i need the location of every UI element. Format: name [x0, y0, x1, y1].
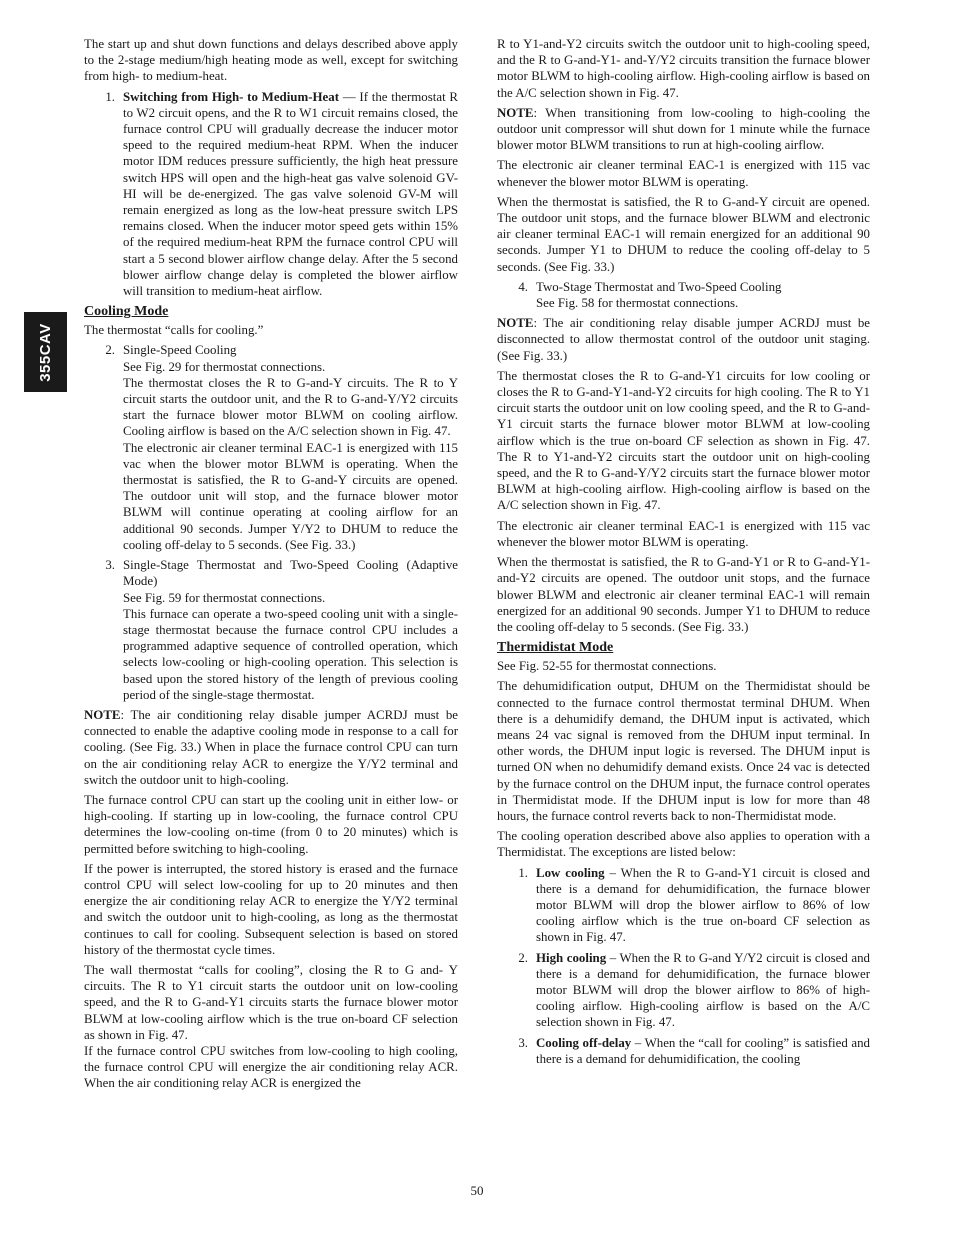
list-item-see: See Fig. 29 for thermostat connections.: [123, 359, 326, 374]
list-item: [84, 557, 458, 703]
note-label: NOTE: [497, 105, 534, 120]
paragraph: The wall thermostat “calls for cooling”, closing the R to G and- Y circuits. The R to Y1 circuit starts the outdoor unit on low-cooling speed, and the R to G-and-Y1 circuits starts the furnace blower motor BLWM at low-cooling airflow which is the true on-board CF selection as shown in Fig. 47.: [84, 962, 458, 1042]
list-item-text: – When the “call for cooling” is satisfied and there is a demand for dehumidification, the cooling: [536, 1035, 870, 1066]
paragraph: When the thermostat is satisfied, the R to G-and-Y circuit are opened. The outdoor unit stops, and the furnace blower BLWM and electronic air cleaner terminal EAC-1 will remain energized for an additional 90 seconds. Jumper Y1 to DHUM to reduce the cooling off-delay to 5 seconds. (See Fig. 33.): [497, 194, 870, 274]
paragraph: The thermostat closes the R to G-and-Y1 circuits for low cooling or closes the R to G-and-Y1-and-Y2 circuits for high cooling. The R to Y1 circuit starts the outdoor unit on low cooling speed, and the R to G-and-Y1 circuit starts the furnace blower motor BLWM at low-cooling airflow which is the true on-board CF selection as shown in Fig. 47. The R to Y1-and-Y2 circuits start the outdoor unit on high-cooling speed, and the R to G-and-Y/Y2 circuits start the furnace blower motor BLWM at high-cooling airflow. High-cooling airflow is based on the A/C selection shown in Fig. 47.: [497, 368, 870, 513]
note-text: : The air conditioning relay disable jumper ACRDJ must be connected to enable the adaptive cooling mode in response to a call for cooling. (See Fig. 33.) When in place the furnace control CPU can turn on the air conditioning relay ACR to energize the Y/Y2 terminal and switch the outdoor unit to high-cooling.: [84, 707, 458, 787]
paragraph: If the furnace control CPU switches from low-cooling to high cooling, the furnace control CPU will energize the air conditioning relay ACR. When the air conditioning relay ACR is energized the: [84, 1043, 458, 1091]
note-text: : The air conditioning relay disable jumper ACRDJ must be disconnected to allow thermostat control of the outdoor unit staging. (See Fig. 33.): [497, 316, 870, 363]
list-item: [84, 89, 458, 300]
list-item: [497, 950, 870, 1031]
list-item: [497, 279, 870, 311]
paragraph: If the power is interrupted, the stored history is erased and the furnace control CPU will select low-cooling for up to 20 minutes and then energize the air conditioning relay ACR to energize the Y/Y2 terminal and switch the outdoor unit to high-cooling, as long as the thermostat continues to call for cooling. Subsequent selection is based on stored history of the thermostat cycle times.: [84, 861, 458, 957]
paragraph: The electronic air cleaner terminal EAC-1 is energized with 115 vac whenever the blower motor BLWM is operating.: [497, 518, 870, 549]
list-number: 3.: [105, 558, 115, 573]
left-column: [84, 36, 458, 1096]
note-paragraph: [497, 315, 870, 364]
note-paragraph: [497, 105, 870, 154]
list-number: 2.: [518, 950, 528, 965]
list-number: 4.: [518, 279, 528, 294]
list-item-title: Two-Stage Thermostat and Two-Speed Cooling: [536, 279, 782, 294]
list-item: [497, 1035, 870, 1067]
note-label: NOTE: [84, 707, 121, 722]
list-number: 2.: [105, 343, 115, 358]
note-label: NOTE: [497, 316, 534, 331]
list-number: 1.: [105, 89, 115, 104]
list-item-see: See Fig. 58 for thermostat connections.: [536, 296, 739, 311]
list-item-text: – When the R to G-and Y/Y2 circuit is closed and there is a demand for dehumidification, the furnace blower motor BLWM will drop the blower airflow to 86% of high-cooling airflow. High-cooling airflow is based on the A/C selection shown in Fig. 47.: [536, 950, 870, 1030]
list-item-text: The electronic air cleaner terminal EAC-1 is energized with 115 vac when the blower motor BLWM is operating. When the thermostat is satisfied, the R to G-and-Y circuits are opened. The outdoor unit will stop, and the furnace blower motor BLWM will continue operating at cooling airflow for an additional 90 seconds. Jumper Y/Y2 to DHUM to reduce the cooling off-delay to 5 seconds. (See Fig. 33.): [123, 440, 458, 552]
paragraph: The start up and shut down functions and delays described above apply to the 2-stage medium/high heating mode as well, except for switching from high- to medium-heat.: [84, 37, 458, 84]
note-text: : When transitioning from low-cooling to high-cooling the outdoor unit compressor will shut down for 1 minute while the furnace blower motor BLWM transitions to run at high-cooling airflow.: [497, 105, 870, 153]
paragraph: See Fig. 52-55 for thermostat connections.: [497, 659, 717, 674]
list-number: 1.: [518, 865, 528, 880]
side-tab-label: 355CAV: [37, 322, 54, 382]
list-item-title: Single-Speed Cooling: [123, 343, 237, 358]
paragraph: The thermostat “calls for cooling.”: [84, 323, 264, 338]
paragraph: The dehumidification output, DHUM on the Thermidistat should be connected to the furnace control thermostat terminal DHUM. When there is a dehumidify demand, the DHUM input is activated, which means 24 vac signal is removed from the DHUM input terminal. In other words, the DHUM input logic is reversed. The DHUM input is turned ON when no dehumidify demand exists. Once 24 vac is detected by the furnace control on the DHUM input, the furnace control operates in Thermidistat mode. If the DHUM input is low for more than 48 hours, the furnace control reverts back to non-Thermidistat mode.: [497, 679, 870, 823]
right-column: [497, 36, 870, 1071]
list-item-text: — If the thermostat R to W2 circuit opens, and the R to W1 circuit remains closed, the furnace control CPU will gradually decrease the inducer motor speed to the required medium-heat RPM. When the inducer motor IDM reduces pressure sufficiently, the high heat pressure switch HPS will open and the high-heat gas valve solenoid GV-HI will be de-energized. The gas valve solenoid GV-M will remain energized as long as the low-heat pressure switch LPS remains closed. When the inducer motor speed gets within 15% of the required medium-heat RPM the furnace control CPU will start a 5 second blower airflow change delay. After the 5 second blower airflow change delay is completed the blower airflow will transition to medium-heat airflow.: [123, 89, 458, 299]
list-item-title: Switching from High- to Medium-Heat: [123, 89, 339, 104]
paragraph: The electronic air cleaner terminal EAC-1 is energized with 115 vac whenever the blower motor BLWM is operating.: [497, 158, 870, 189]
section-heading-cooling-mode: Cooling Mode: [84, 304, 169, 320]
list-item-label: Cooling off-delay: [536, 1035, 632, 1050]
section-heading-thermidistat-mode: Thermidistat Mode: [497, 640, 614, 656]
note-paragraph: [84, 707, 458, 788]
list-item-title: Single-Stage Thermostat and Two-Speed Cooling (Adaptive Mode): [123, 558, 458, 589]
page-number: 50: [470, 1183, 484, 1198]
list-item-label: High cooling: [536, 950, 607, 965]
paragraph: The cooling operation described above also applies to operation with a Thermidistat. The exceptions are listed below:: [497, 829, 870, 860]
list-item-text: The thermostat closes the R to G-and-Y circuits. The R to Y circuit starts the outdoor unit, and the R to G-and-Y/Y2 circuits start the furnace blower motor BLWM on cooling airflow. Cooling airflow is based on the A/C selection shown in Fig. 47.: [123, 375, 458, 439]
list-item: [497, 865, 870, 946]
paragraph: When the thermostat is satisfied, the R to G-and-Y1 or R to G-and-Y1-and-Y2 circuits are opened. The outdoor unit stops, and the furnace blower BLWM and electronic air cleaner terminal EAC-1 will remain energized for an additional 90 seconds. Jumper Y1 to DHUM to reduce the cooling off-delay to 5 seconds. (See Fig. 33.): [497, 555, 870, 634]
list-item-text: – When the R to G-and-Y1 circuit is closed and there is a demand for dehumidification, the furnace blower motor BLWM will drop the blower airflow to 86% of low cooling airflow which is the true on-board CF selection as shown in Fig. 47.: [536, 865, 871, 945]
side-tab-model: [24, 312, 67, 392]
list-item-label: Low cooling: [536, 865, 605, 880]
list-item: [84, 342, 458, 553]
paragraph: R to Y1-and-Y2 circuits switch the outdoor unit to high-cooling speed, and the R to G-and-Y1- and-Y/Y2 circuits transition the furnace blower motor BLWM to high-cooling airflow. High-cooling airflow is based on the A/C selection shown in Fig. 47.: [497, 37, 870, 100]
list-item-text: This furnace can operate a two-speed cooling unit with a single-stage thermostat because the furnace control CPU includes a programmed adaptive sequence of controlled operation, which selects low-cooling or high-cooling operation. This selection is based upon the stored history of the length of previous cooling period of the single-stage thermostat.: [123, 606, 458, 702]
list-number: 3.: [518, 1035, 528, 1050]
paragraph: The furnace control CPU can start up the cooling unit in either low- or high-cooling. If starting up in low-cooling, the furnace control CPU determines the low-cooling on-time (from 0 to 20 minutes) which is permitted before switching to high-cooling.: [84, 792, 458, 856]
list-item-see: See Fig. 59 for thermostat connections.: [123, 590, 326, 605]
